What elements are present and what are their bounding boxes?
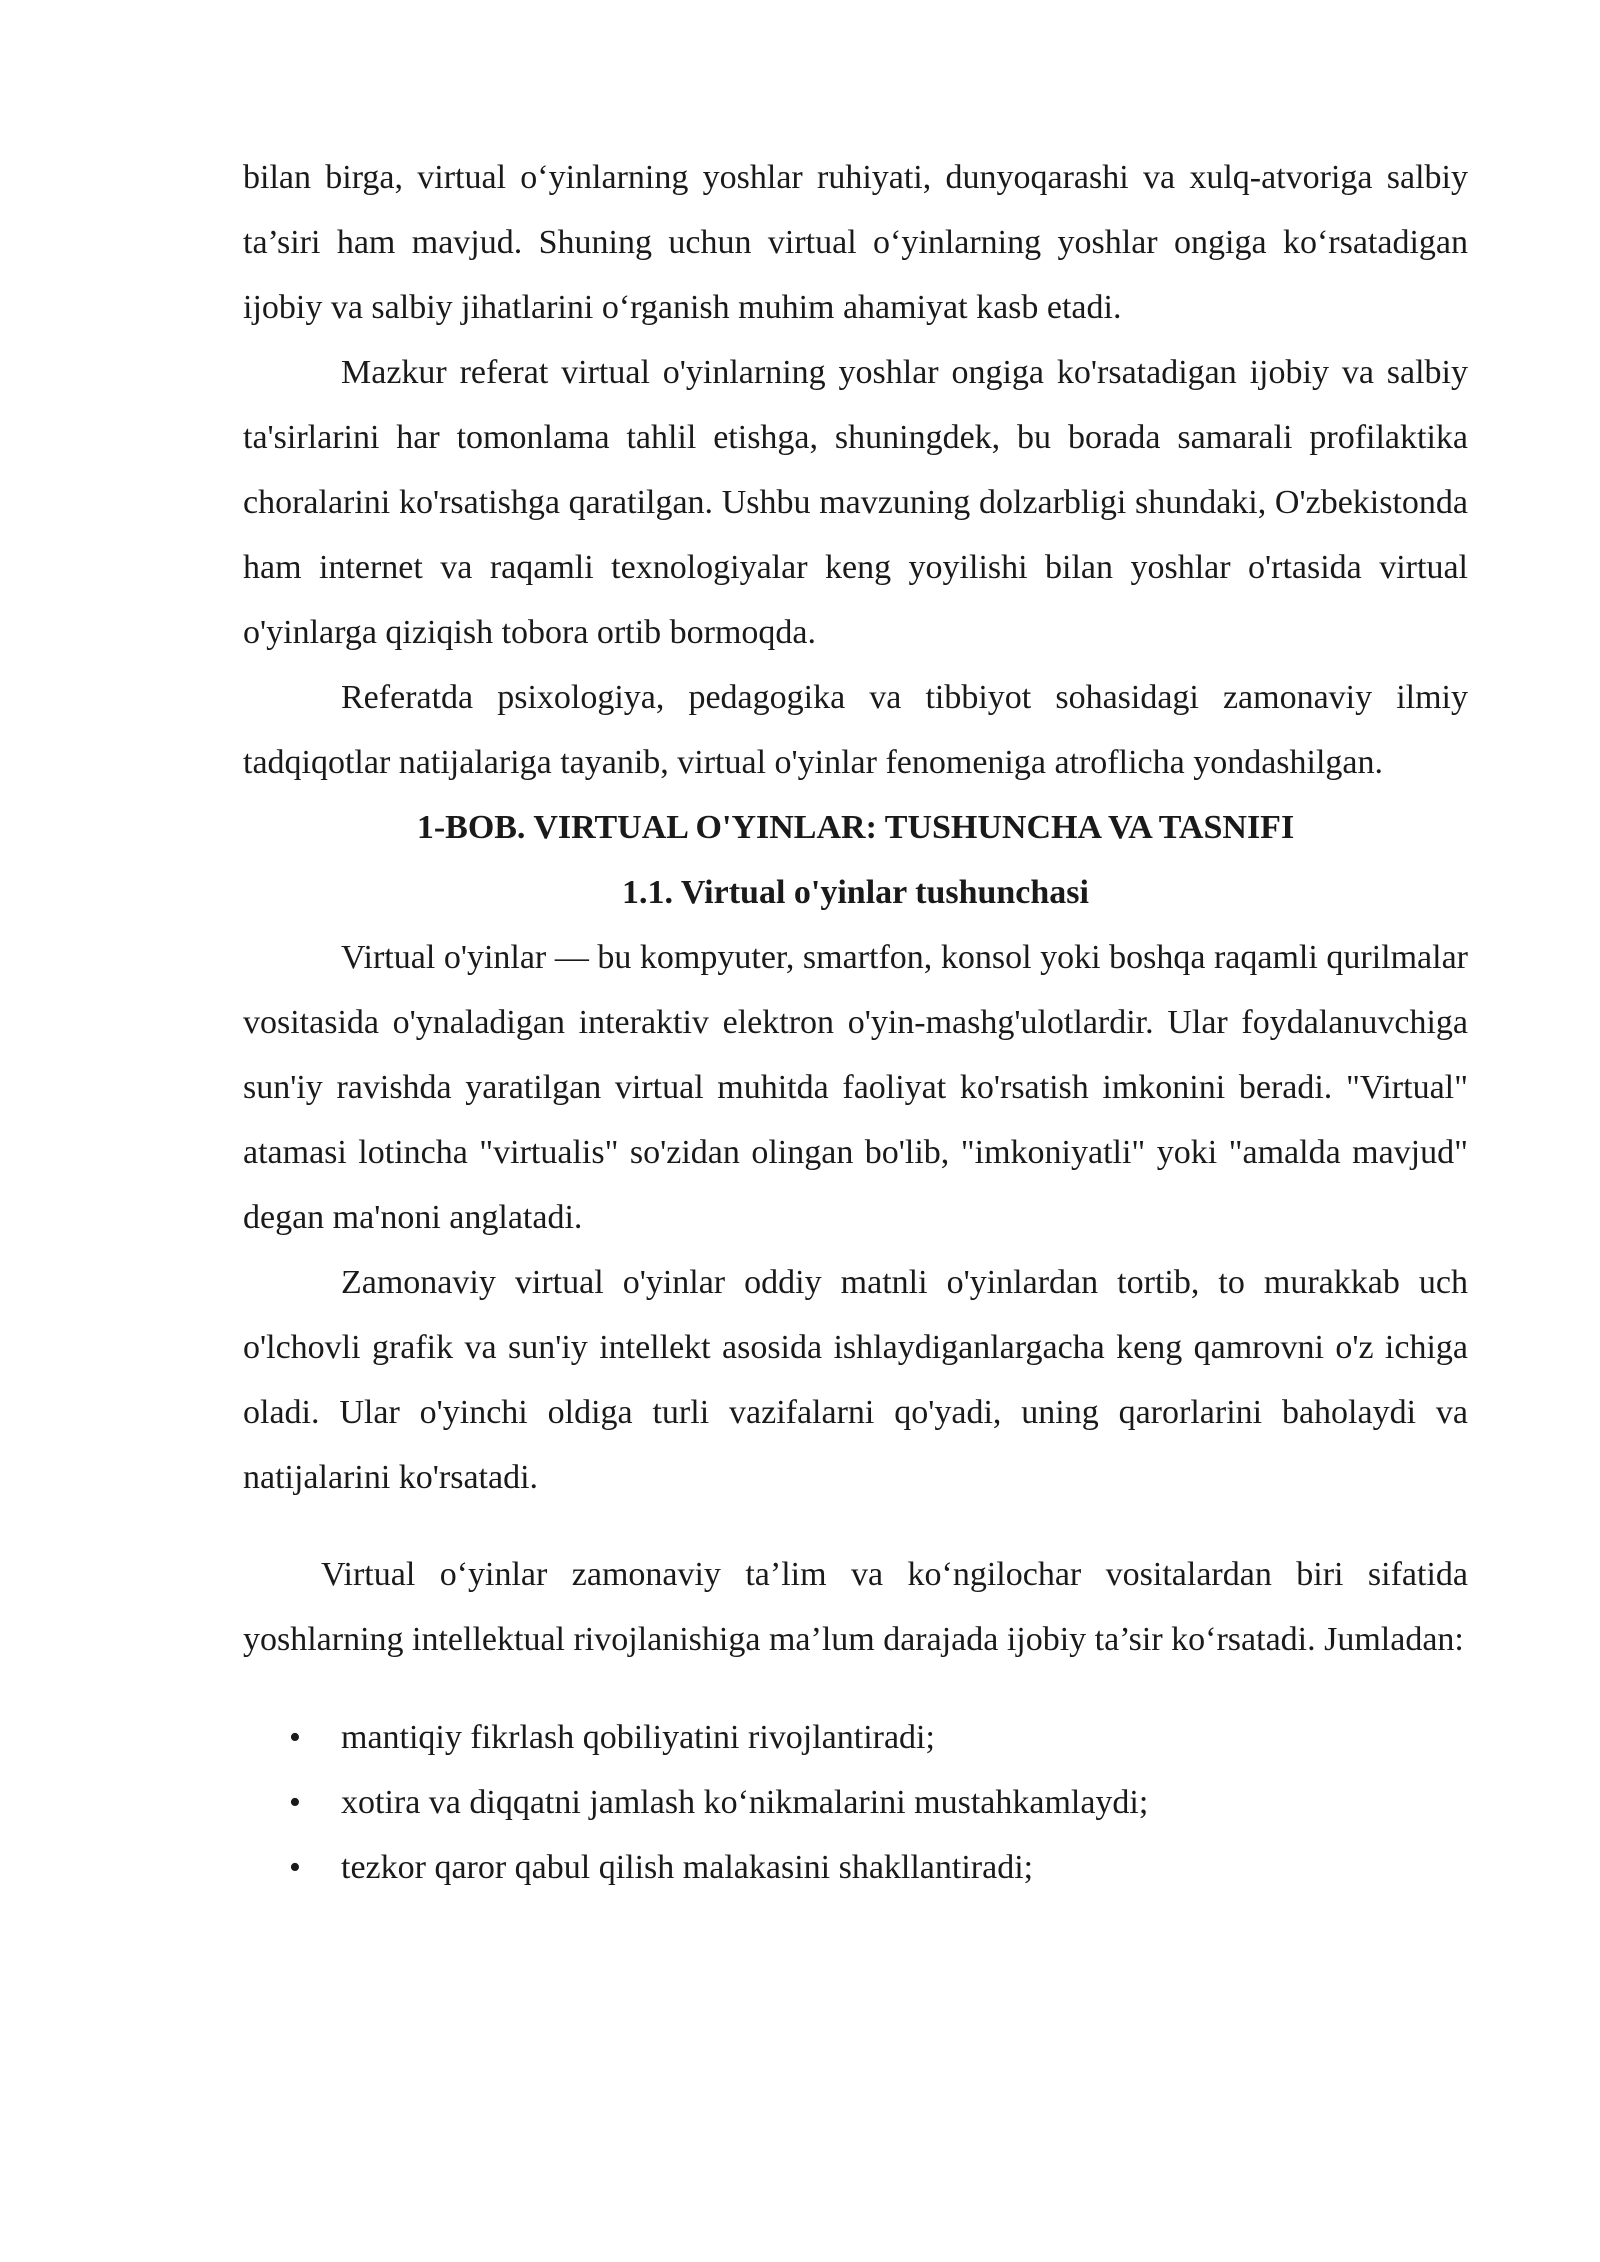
section-title: 1.1. Virtual o'yinlar tushunchasi <box>622 874 1089 911</box>
list-item-text: mantiqiy fikrlash qobiliyatini rivojlantiradi; <box>341 1719 935 1756</box>
chapter-paragraph-2: Zamonaviy virtual o'yinlar oddiy matnli o'yinlardan tortib, to murakkab uch o'lchovli grafik va sun'iy intellekt asosida ishlaydiganlargacha keng qamrovni o'z ichiga oladi. Ular o'yinchi oldiga turli vazifalarni qo'yadi, uning qarorlarini baholaydi va natijalarini ko'rsatadi. <box>243 1264 1468 1496</box>
list-item <box>243 1770 1468 1835</box>
bullet-icon: • <box>289 1784 301 1821</box>
bullet-list <box>243 1705 1468 1900</box>
bullet-icon: • <box>289 1719 301 1756</box>
list-item-text: tezkor qaror qabul qilish malakasini shakllantiradi; <box>341 1849 1034 1886</box>
list-item-text: xotira va diqqatni jamlash ko‘nikmalarini mustahkamlaydi; <box>341 1784 1149 1821</box>
chapter-title: 1-BOB. VIRTUAL O'YINLAR: TUSHUNCHA VA TASNIFI <box>416 809 1295 846</box>
paragraph-spacer <box>243 1510 1468 1542</box>
bullet-icon: • <box>289 1849 301 1886</box>
list-item <box>243 1705 1468 1770</box>
intro-paragraph-2: Mazkur referat virtual o'yinlarning yoshlar ongiga ko'rsatadigan ijobiy va salbiy ta'sirlarini har tomonlama tahlil etishga, shuningdek, bu borada samarali profilaktika choralarini ko'rsatishga qaratilgan. Ushbu mavzuning dolzarbligi shundaki, O'zbekistonda ham internet va raqamli texnologiyalar keng yoyilishi bilan yoshlar o'rtasida virtual o'yinlarga qiziqish tobora ortib bormoqda. <box>243 354 1468 651</box>
intro-paragraph-1: bilan birga, virtual o‘yinlarning yoshlar ruhiyati, dunyoqarashi va xulq-atvoriga salbiy ta’siri ham mavjud. Shuning uchun virtual o‘yinlarning yoshlar ongiga ko‘rsatadigan ijobiy va salbiy jihatlarini o‘rganish muhim ahamiyat kasb etadi. <box>243 159 1468 326</box>
list-spacer <box>243 1672 1468 1705</box>
chapter-paragraph-1: Virtual o'yinlar — bu kompyuter, smartfon, konsol yoki boshqa raqamli qurilmalar vositasida o'ynaladigan interaktiv elektron o'yin-mashg'ulotlardir. Ular foydalanuvchiga sun'iy ravishda yaratilgan virtual muhitda faoliyat ko'rsatish imkonini beradi. "Virtual" atamasi lotincha "virtualis" so'zidan olingan bo'lib, "imkoniyatli" yoki "amalda mavjud" degan ma'noni anglatadi. <box>243 939 1468 1236</box>
list-item <box>243 1835 1468 1900</box>
intro-paragraph-3: Referatda psixologiya, pedagogika va tibbiyot sohasidagi zamonaviy ilmiy tadqiqotlar natijalariga tayanib, virtual o'yinlar fenomeniga atroflicha yondashilgan. <box>243 679 1468 781</box>
document-page <box>243 145 1468 1900</box>
chapter-paragraph-3: Virtual o‘yinlar zamonaviy ta’lim va ko‘ngilochar vositalardan biri sifatida yoshlarning intellektual rivojlanishiga ma’lum darajada ijobiy ta’sir ko‘rsatadi. Jumladan: <box>243 1556 1468 1658</box>
